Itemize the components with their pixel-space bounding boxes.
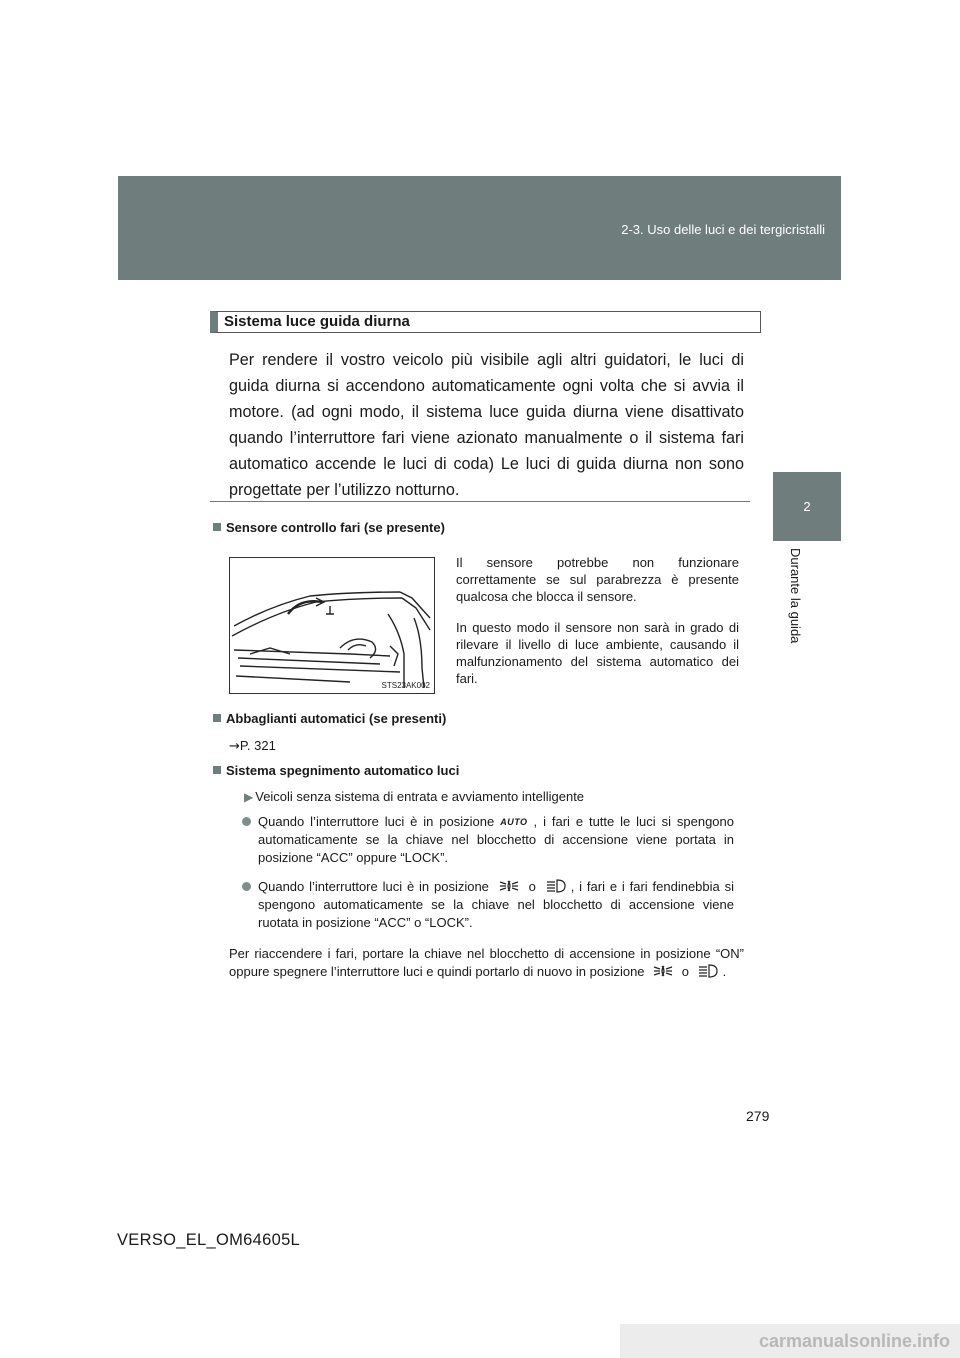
arrow-right-icon: → — [229, 739, 240, 754]
auto-off-subheading: ▶ Veicoli senza sistema di entrata e avviamento intelligente — [244, 789, 585, 804]
auto-off-bullet-2: Quando l’interruttore luci è in posizione o , i fari e i fari fendinebbia si spengono automaticamente se la chiave nel blocchetto di accensione viene ruotata in posizione “ACC” o “LOCK”. — [258, 879, 734, 930]
sensor-paragraph-1: Il sensore potrebbe non funzionare correttamente se sul parabrezza è presente qualcosa che blocca il sensore. — [456, 555, 739, 604]
section-title: 2-3. Uso delle luci e dei tergicristalli — [621, 222, 825, 237]
tail-light-icon — [498, 879, 520, 893]
drl-paragraph: Per rendere il vostro veicolo più visibile agli altri guidatori, le luci di guida diurna si accendono automaticamente ogni volta che si avvia il motore. (ad ogni modo, il sistema luce guida diurna viene disattivato quando l’interruttore fari viene azionato manualmente o il sistema fari automatico accende le luci di coda) Le luci di guida diurna non sono progettate per l’utilizzo notturno. — [229, 351, 744, 499]
chapter-label: Durante la guida — [788, 548, 803, 644]
square-bullet-icon — [213, 714, 221, 722]
watermark: carmanualsonline.info — [620, 1324, 960, 1358]
headlight-icon — [697, 964, 719, 978]
bullet-dot-icon — [242, 882, 251, 891]
figure-code: STS23AK002 — [381, 681, 430, 690]
auto-off-heading: Sistema spegnimento automatico luci — [213, 762, 459, 780]
drl-box-title: Sistema luce guida diurna — [210, 311, 761, 333]
reactivation-paragraph: Per riaccendere i fari, portare la chiave nel blocchetto di accensione in posizione “ON” oppure spegnere l’interruttore luci e quindi portarlo di nuovo in posizione o . — [229, 946, 744, 979]
header-band — [118, 176, 841, 280]
footer-code: VERSO_EL_OM64605L — [117, 1231, 301, 1249]
sensor-paragraph-2: In questo modo il sensore non sarà in grado di rilevare il livello di luce ambiente, causando il malfunzionamento del sistema automatico dei fari. — [456, 620, 739, 686]
auto-off-bullet-1: Quando l’interruttore luci è in posizione AUTO , i fari e tutte le luci si spengono automaticamente se la chiave nel blocchetto di accensione viene portata in posizione “ACC” oppure “LOCK”. — [258, 814, 734, 865]
high-beam-heading: Abbaglianti automatici (se presenti) — [213, 710, 446, 728]
windshield-figure — [229, 557, 435, 694]
page-number: 279 — [746, 1108, 770, 1124]
square-bullet-icon — [213, 523, 221, 531]
triangle-pointer-icon: ▶ — [244, 790, 254, 804]
sensor-heading: Sensore controllo fari (se presente) — [213, 519, 445, 537]
chapter-tab — [773, 472, 841, 541]
headlight-icon — [545, 879, 567, 893]
windshield-illustration — [230, 558, 434, 693]
square-bullet-icon — [213, 766, 221, 774]
auto-icon: AUTO — [500, 817, 528, 827]
chapter-number: 2 — [803, 499, 811, 514]
high-beam-reference[interactable]: →P. 321 — [229, 738, 276, 754]
section-divider — [210, 501, 750, 502]
tail-light-icon — [652, 964, 674, 978]
bullet-dot-icon — [242, 817, 251, 826]
